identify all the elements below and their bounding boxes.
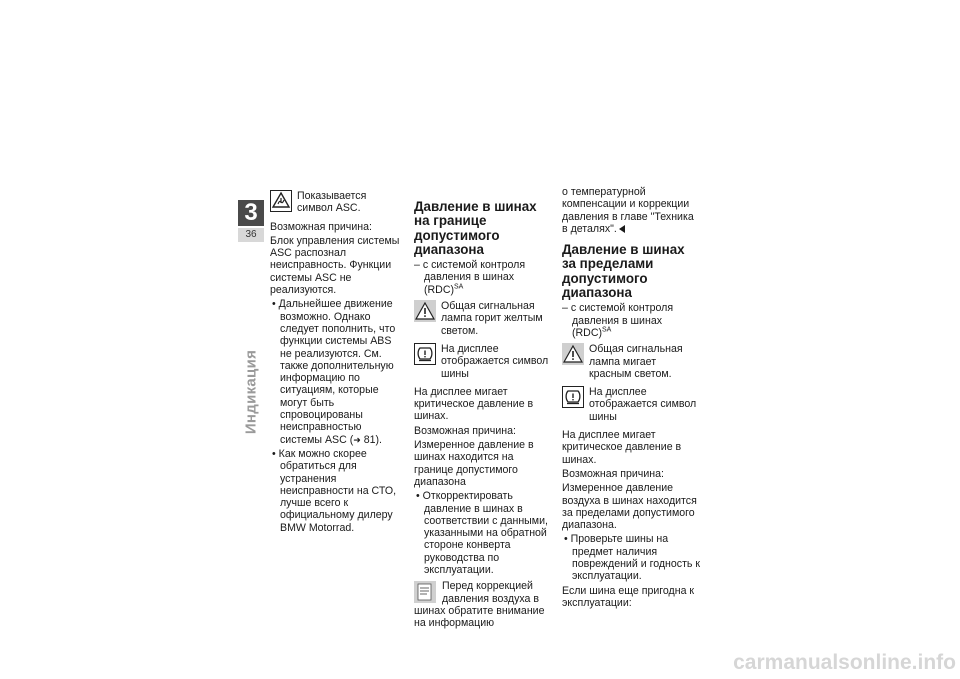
tire-pressure-icon bbox=[414, 343, 436, 365]
warning-light-text: Общая сигнальная лампа мигает красным светом. bbox=[589, 343, 683, 380]
heading-pressure-border: Давление в шинах на границе допустимого диапазона bbox=[414, 199, 537, 257]
end-mark-icon bbox=[619, 225, 625, 233]
asc-warning-icon bbox=[270, 190, 292, 212]
continued-text-body: о температурной компенсации и коррекции давления в главе "Техника в деталях". bbox=[562, 186, 694, 235]
warning-light-note bbox=[414, 300, 551, 337]
arrow-icon: ➜ bbox=[353, 434, 361, 445]
bullet-text: Как можно скорее обратиться для устранения неисправности на СТО, лучше всего к официальному дилеру BMW Motorrad. bbox=[278, 447, 397, 534]
info-note bbox=[414, 580, 551, 629]
warning-light-note bbox=[562, 343, 701, 380]
cause-label: Возможная причина: bbox=[414, 424, 516, 437]
rdc-option-text: с системой контроля давления в шинах (RDC) bbox=[422, 259, 526, 296]
chapter-number: 3 bbox=[238, 200, 264, 226]
bullet-service: • Как можно скорее обратиться для устранения неисправности на СТО, лучше всего к официальному дилеру BMW Motorrad. bbox=[272, 447, 397, 534]
rdc-option-text: с системой контроля давления в шинах (RDC) bbox=[570, 302, 674, 339]
tire-symbol-text: На дисплее отображается символ шины bbox=[589, 386, 697, 423]
tire-symbol-text: На дисплее отображается символ шины bbox=[441, 342, 549, 380]
warning-triangle-icon bbox=[562, 343, 584, 365]
bullet-text: Откорректировать давление в шинах в соответствии с данными, указанными на обратной стороне конверта руководства по эксплуатации. bbox=[422, 490, 548, 577]
cause-label: Возможная причина: bbox=[562, 467, 664, 480]
display-blink-text: На дисплее мигает критическое давление в шинах. bbox=[562, 429, 682, 466]
display-blink-text: На дисплее мигает критическое давление в шинах. bbox=[414, 385, 534, 423]
cause-text: Измеренное давление воздуха в шинах находится за пределами допустимого диапазона. bbox=[562, 482, 697, 532]
page-ref: 81). bbox=[360, 433, 382, 446]
column-3 bbox=[562, 186, 701, 611]
sa-mark: SA bbox=[602, 326, 612, 334]
bullet-text: Дальнейшее движение возможно. Однако следует пополнить, что функции системы ABS не реализуются. См. также дополнительную информацию по ситуациям, которые могут быть спровоцированы неисправностью системы ASC ( bbox=[278, 298, 396, 446]
warning-triangle-icon bbox=[414, 300, 436, 322]
rdc-option: – с системой контроля давления в шинах (RDC)$^{SA}$ bbox=[562, 302, 674, 339]
page-number: 36 bbox=[238, 228, 264, 242]
tire-pressure-icon bbox=[562, 386, 584, 408]
sa-mark: SA bbox=[454, 283, 464, 291]
cause-label: Возможная причина: bbox=[270, 220, 372, 233]
section-title-vertical bbox=[236, 342, 266, 442]
continued-text bbox=[562, 186, 701, 235]
info-note-text: Перед коррекцией давления воздуха в шинах обратите внимание на информацию bbox=[414, 580, 545, 630]
bullet-continue-riding: • Дальнейшее движение возможно. Однако следует пополнить, что функции системы ABS не реализуются. См. также дополнительную информацию по ситуациям, которые могут быть спровоцированы неисправностью системы ASC (➜ 81). bbox=[272, 298, 396, 446]
cause-text: Блок управления системы ASC распознал неисправность. Функции системы ASC не реализуются. bbox=[270, 234, 400, 297]
bullet-text: Проверьте шины на предмет наличия повреждений и годность к эксплуатации. bbox=[570, 533, 701, 583]
section-title: Индикация bbox=[242, 349, 260, 435]
bullet-correct-pressure: • Откорректировать давление в шинах в соответствии с данными, указанными на обратной стороне конверта руководства по эксплуатации. bbox=[416, 490, 548, 577]
column-1 bbox=[270, 186, 404, 536]
tire-symbol-note bbox=[414, 343, 551, 380]
rdc-option: – с системой контроля давления в шинах (RDC)$^{SA}$ bbox=[414, 259, 526, 296]
closing-text: Если шина еще пригодна к эксплуатации: bbox=[562, 584, 695, 609]
asc-note bbox=[270, 190, 404, 215]
heading-pressure-outside: Давление в шинах за пределами допустимого диапазона bbox=[562, 242, 685, 301]
watermark: carmanualsonline.info bbox=[733, 651, 956, 674]
cause-text: Измеренное давление в шинах находится на границе допустимого диапазона bbox=[414, 439, 534, 488]
warning-light-text: Общая сигнальная лампа горит желтым светом. bbox=[441, 300, 543, 337]
asc-note-text: Показывается символ ASC. bbox=[297, 190, 367, 215]
note-pencil-icon bbox=[414, 581, 436, 603]
column-2 bbox=[414, 186, 551, 634]
bullet-check-tires: • Проверьте шины на предмет наличия повреждений и годность к эксплуатации. bbox=[564, 533, 701, 583]
tire-symbol-note bbox=[562, 386, 701, 423]
